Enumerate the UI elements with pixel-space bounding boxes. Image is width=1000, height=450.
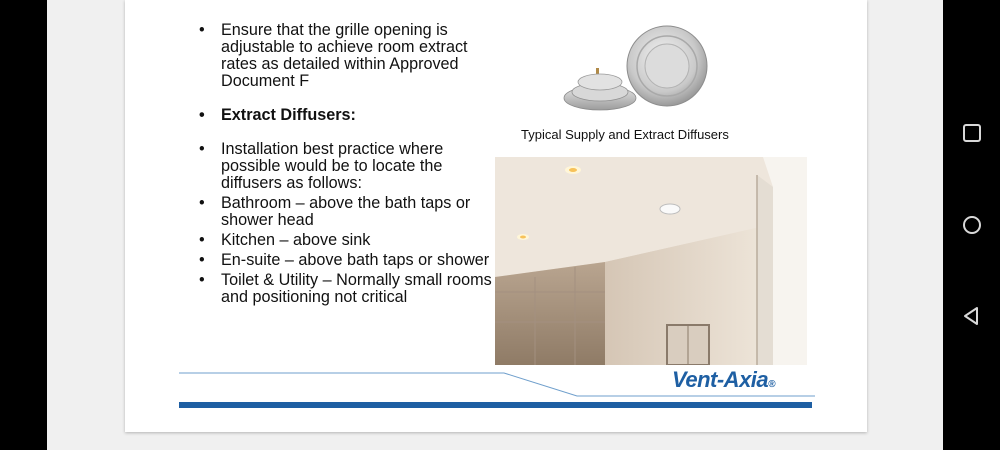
- image-caption: Typical Supply and Extract Diffusers: [521, 127, 729, 142]
- bullet-list: [193, 22, 493, 306]
- back-icon[interactable]: [961, 305, 983, 327]
- bullet-item: • En-suite – above bath taps or shower: [193, 252, 493, 269]
- recent-apps-icon[interactable]: [961, 122, 983, 144]
- home-icon[interactable]: [961, 214, 983, 236]
- android-nav-bar: [943, 0, 1000, 450]
- heading-bullet: • Extract Diffusers:: [193, 107, 493, 124]
- bullet-item: • Toilet & Utility – Normally small rooms and positioning not critical: [193, 272, 493, 306]
- document-viewer[interactable]: [47, 0, 943, 450]
- bullet-item: • Kitchen – above sink: [193, 232, 493, 249]
- slide-page: [125, 0, 867, 432]
- room-photo: [495, 157, 807, 365]
- bullet-item: • Ensure that the grille opening is adjustable to achieve room extract rates as detailed within Approved Document F: [193, 22, 493, 90]
- bullet-item: • Installation best practice where possible would be to locate the diffusers as follows:: [193, 141, 493, 192]
- footer-bar: [179, 402, 812, 408]
- diffuser-image: [562, 20, 712, 120]
- vent-axia-logo: Vent-Axia®: [672, 367, 776, 392]
- bullet-item: • Bathroom – above the bath taps or shower head: [193, 195, 493, 229]
